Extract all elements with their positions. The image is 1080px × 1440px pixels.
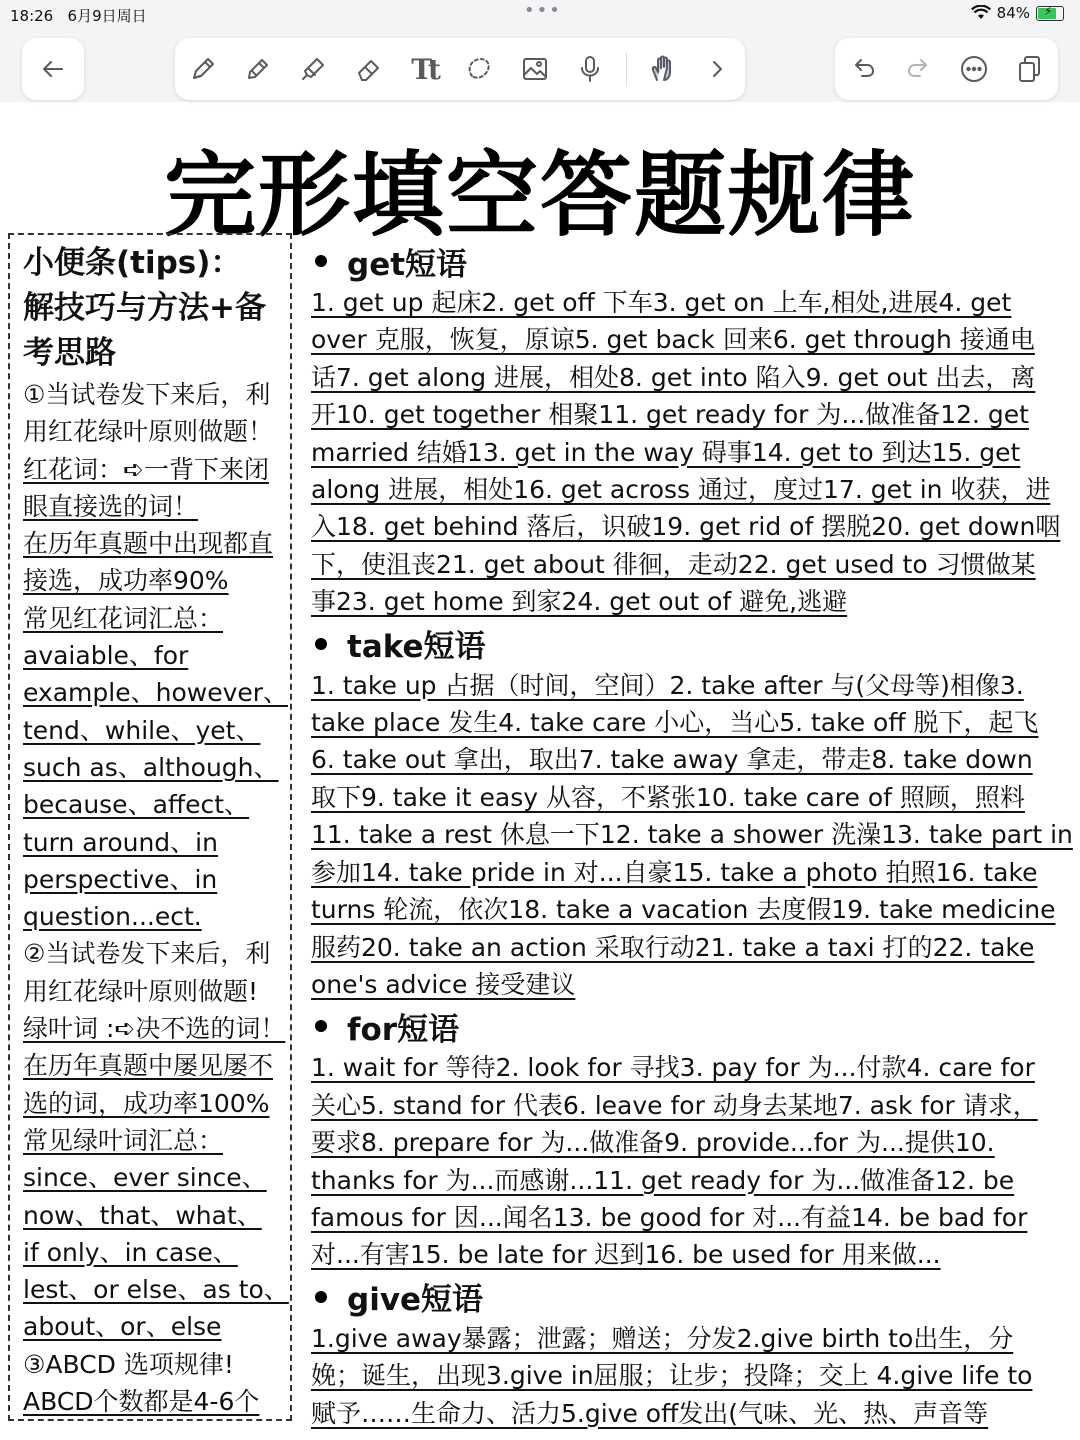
section-heading-text: get短语 — [347, 246, 468, 283]
tips-line: turn around、in — [23, 827, 218, 857]
tips-line: 接选，成功率90% — [23, 566, 229, 596]
pages-icon[interactable] — [1010, 49, 1050, 89]
tips-line: 用红花绿叶原则做题! — [23, 976, 259, 1006]
chevron-right-icon[interactable] — [697, 49, 737, 89]
tips-line: about、or、else — [23, 1312, 222, 1342]
microphone-icon[interactable] — [570, 49, 610, 89]
phrase-line: 1. wait for 等待2. look for 寻找3. pay for 为...付款4. care for — [311, 1053, 1035, 1083]
phrase-line: 参加14. take pride in 对...自豪15. take a photo 拍照16. take — [311, 857, 1038, 887]
page-title: 完形填空答题规律 — [163, 142, 916, 249]
undo-icon[interactable] — [843, 49, 883, 89]
tips-line: perspective、in — [23, 864, 218, 894]
phrase-line: 1.give away暴露；泄露；赠送；分发2.give birth to出生，分 — [311, 1323, 1014, 1353]
section-heading-text: for短语 — [347, 1011, 460, 1048]
phrase-line: 1. take up 占据（时间，空间）2. take after 与(父母等)相像3. — [311, 670, 1024, 700]
section-heading — [311, 238, 1071, 284]
bullet-icon — [315, 1020, 327, 1032]
tips-line: ABCD个数都是4-6个 — [23, 1387, 260, 1417]
tips-line: ①当试卷发下来后，利 — [23, 380, 271, 409]
tips-line: 眼直接选的词！ — [23, 491, 199, 521]
phrase-line: take place 发生4. take care 小心，当心5. take off 脱下，起飞 — [311, 708, 1039, 738]
text-tool-icon[interactable]: Tt — [411, 52, 437, 86]
phrase-line: turns 轮流，依次18. take a vacation 去度假19. take medicine — [311, 895, 1056, 925]
more-icon[interactable] — [954, 49, 994, 89]
battery-percent: 84% — [996, 4, 1030, 22]
bullet-icon — [315, 1291, 327, 1303]
phrase-line: 6. take out 拿出，取出7. take away 拿走，带走8. take down — [311, 745, 1033, 775]
back-arrow-icon[interactable] — [33, 49, 73, 89]
phrase-line: 1. get up 起床2. get off 下车3. get on 上车,相处,进展4. get — [311, 288, 1012, 317]
phrase-line: 赋予……生命力、活力5.give off发出(气味、光、热、声音等 — [311, 1398, 989, 1428]
tips-line: such as、although、 — [23, 752, 279, 782]
phrase-line: along 进展，相处16. get across 通过，度过17. get in 收获，进 — [311, 475, 1051, 505]
wifi-icon — [971, 5, 991, 21]
tips-line: since、ever since、 — [23, 1163, 267, 1193]
tips-line: 红花词：➪一背下来闭 — [23, 454, 269, 484]
section-heading — [311, 1003, 1071, 1049]
tool-panel — [175, 38, 745, 100]
tips-line: 在历年真题中出现都直 — [23, 529, 274, 559]
hand-icon[interactable] — [642, 49, 682, 89]
tips-box — [8, 233, 292, 1421]
highlighter-icon[interactable] — [293, 49, 333, 89]
phrase-line: thanks for 为...而感谢...11. get ready for 为...做准备12. be — [311, 1165, 1015, 1195]
section-heading — [311, 621, 1071, 667]
tips-line: ②当试卷发下来后，利 — [23, 939, 271, 969]
tips-line: 在历年真题中屡见屡不 — [23, 1051, 274, 1081]
toolbar-divider — [626, 52, 627, 86]
tips-line: because、affect、 — [23, 790, 250, 820]
phrase-line: famous for 因...闻名13. be good for 对...有益14. be bad for — [311, 1202, 1028, 1232]
tips-title: 小便条(tips)： 解技巧与方法+备 考思路 — [23, 245, 266, 371]
phrase-line: one's advice 接受建议 — [311, 969, 576, 999]
phrase-line: 话7. get along 进展，相处8. get into 陷入9. get out 出去，离 — [311, 362, 1036, 392]
phrase-line: 下，使沮丧21. get about 徘徊，走动22. get used to 习惯做某 — [311, 549, 1036, 579]
bullet-icon — [315, 638, 327, 650]
tips-line: 绿叶词 :➪决不选的词！ — [23, 1014, 286, 1044]
phrase-line: 入18. get behind 落后，识破19. get rid of 摆脱20. get down咽 — [311, 512, 1061, 542]
tips-line: 常见红花词汇总： — [23, 603, 224, 633]
image-icon[interactable] — [515, 49, 555, 89]
status-bar — [0, 0, 1080, 30]
phrase-section — [311, 238, 1071, 621]
redo-icon[interactable] — [899, 49, 939, 89]
tips-line: ③ABCD 选项规律! — [23, 1349, 234, 1379]
tips-line: avaiable、for — [23, 641, 189, 671]
phrase-section — [311, 621, 1071, 1004]
section-heading — [311, 1274, 1071, 1320]
pencil-icon[interactable] — [183, 49, 223, 89]
phrase-line: married 结婚13. get in the way 碍事14. get to 到达15. get — [311, 437, 1021, 467]
eraser-icon[interactable] — [349, 49, 389, 89]
right-panel — [835, 38, 1058, 100]
tips-line: question...ect. — [23, 902, 202, 932]
battery-icon: ⚡ — [1036, 6, 1064, 21]
tips-line: tend、while、yet、 — [23, 715, 261, 745]
back-panel — [22, 38, 84, 100]
multitask-dots-icon[interactable]: ••• — [524, 0, 562, 21]
phrase-line: 11. take a rest 休息一下12. take a shower 洗澡13. take part in — [311, 820, 1073, 850]
phrase-line: 娩；诞生，出现3.give in屈服；让步；投降；交上 4.give life to — [311, 1361, 1033, 1391]
section-heading-text: take短语 — [347, 629, 486, 666]
phrase-line: 关心5. stand for 代表6. leave for 动身去某地7. ask for 请求， — [311, 1090, 1038, 1120]
phrase-line: 服药20. take an action 采取行动21. take a taxi 打的22. take — [311, 932, 1035, 962]
phrase-line: 取下9. take it easy 从容，不紧张10. take care of 照顾，照料 — [311, 782, 1025, 812]
tips-line: 常见绿叶词汇总： — [23, 1125, 224, 1155]
tips-lines — [23, 376, 290, 1420]
pen-icon[interactable] — [238, 49, 278, 89]
phrase-section — [311, 1003, 1071, 1273]
section-heading-text: give短语 — [347, 1282, 484, 1319]
phrase-section — [311, 1274, 1071, 1432]
phrase-sections — [311, 238, 1071, 1432]
tips-line: if only、in case、 — [23, 1237, 238, 1267]
status-time: 18:26 6月9日周日 — [10, 7, 147, 25]
phrase-line: 对...有害15. be late for 迟到16. be used for 用来做... — [311, 1240, 941, 1270]
phrase-line: 要求8. prepare for 为...做准备9. provide...for 为...提供10. — [311, 1128, 995, 1158]
tips-line: now、that、what、 — [23, 1200, 262, 1230]
tips-line: 用红花绿叶原则做题！ — [23, 417, 274, 447]
tips-line: example、however、 — [23, 678, 289, 708]
status-right — [971, 4, 1064, 22]
tips-line: 选的词，成功率100% — [23, 1088, 270, 1118]
phrase-line: 事23. get home 到家24. get out of 避免,逃避 — [311, 587, 848, 617]
bullet-icon — [315, 255, 327, 267]
phrase-line: 开10. get together 相聚11. get ready for 为...做准备12. get — [311, 400, 1029, 430]
phrase-line: over 克服，恢复，原谅5. get back 回来6. get through 接通电 — [311, 325, 1035, 355]
lasso-icon[interactable] — [459, 49, 499, 89]
tips-line: lest、or else、as to、 — [23, 1275, 289, 1305]
